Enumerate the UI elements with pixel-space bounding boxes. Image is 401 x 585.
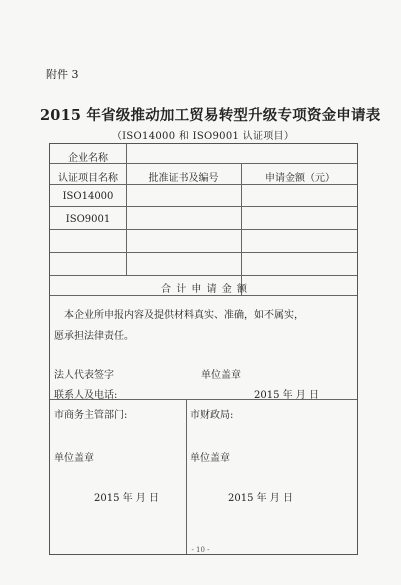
form-title: 2015 年省级推动加工贸易转型升级专项资金申请表 <box>40 107 381 124</box>
contact-label: 联系人及电话: <box>54 390 118 401</box>
row-iso9001: ISO9001 <box>65 214 111 225</box>
commerce-seal-label: 单位盖章 <box>54 453 94 464</box>
column-divider <box>126 144 127 275</box>
declaration-line-1: 本企业所申报内容及提供材料真实、准确，如不属实， <box>64 310 304 321</box>
row-divider <box>50 275 357 276</box>
header-amount: 申请金额（元） <box>265 173 335 184</box>
row-divider <box>50 206 357 207</box>
declaration-line-2: 愿承担法律责任。 <box>54 331 134 342</box>
finance-date: 2015 年 月 日 <box>228 493 293 504</box>
page-number: - 10 - <box>191 546 210 554</box>
company-name-label: 企业名称 <box>68 153 108 164</box>
commerce-dept-label: 市商务主管部门: <box>54 410 128 421</box>
commerce-date: 2015 年 月 日 <box>94 493 159 504</box>
row-divider <box>50 229 357 230</box>
row-divider <box>50 184 357 185</box>
row-divider <box>50 295 357 296</box>
header-project-name: 认证项目名称 <box>58 173 118 184</box>
total-amount-label: 合 计 申 请 金 额 <box>161 284 248 295</box>
form-subtitle: （ISO14000 和 ISO9001 认证项目） <box>111 131 295 142</box>
finance-bureau-label: 市财政局: <box>190 410 234 421</box>
row-divider <box>50 252 357 253</box>
finance-seal-label: 单位盖章 <box>190 453 230 464</box>
column-divider <box>186 399 187 554</box>
attachment-label: 附件 3 <box>46 68 79 81</box>
legal-rep-label: 法人代表签字 <box>54 370 114 381</box>
row-iso14000: ISO14000 <box>62 191 114 202</box>
unit-seal-label: 单位盖章 <box>201 370 241 381</box>
header-certificate: 批准证书及编号 <box>148 173 219 184</box>
declaration-date: 2015 年 月 日 <box>254 390 319 401</box>
application-table <box>49 143 358 555</box>
